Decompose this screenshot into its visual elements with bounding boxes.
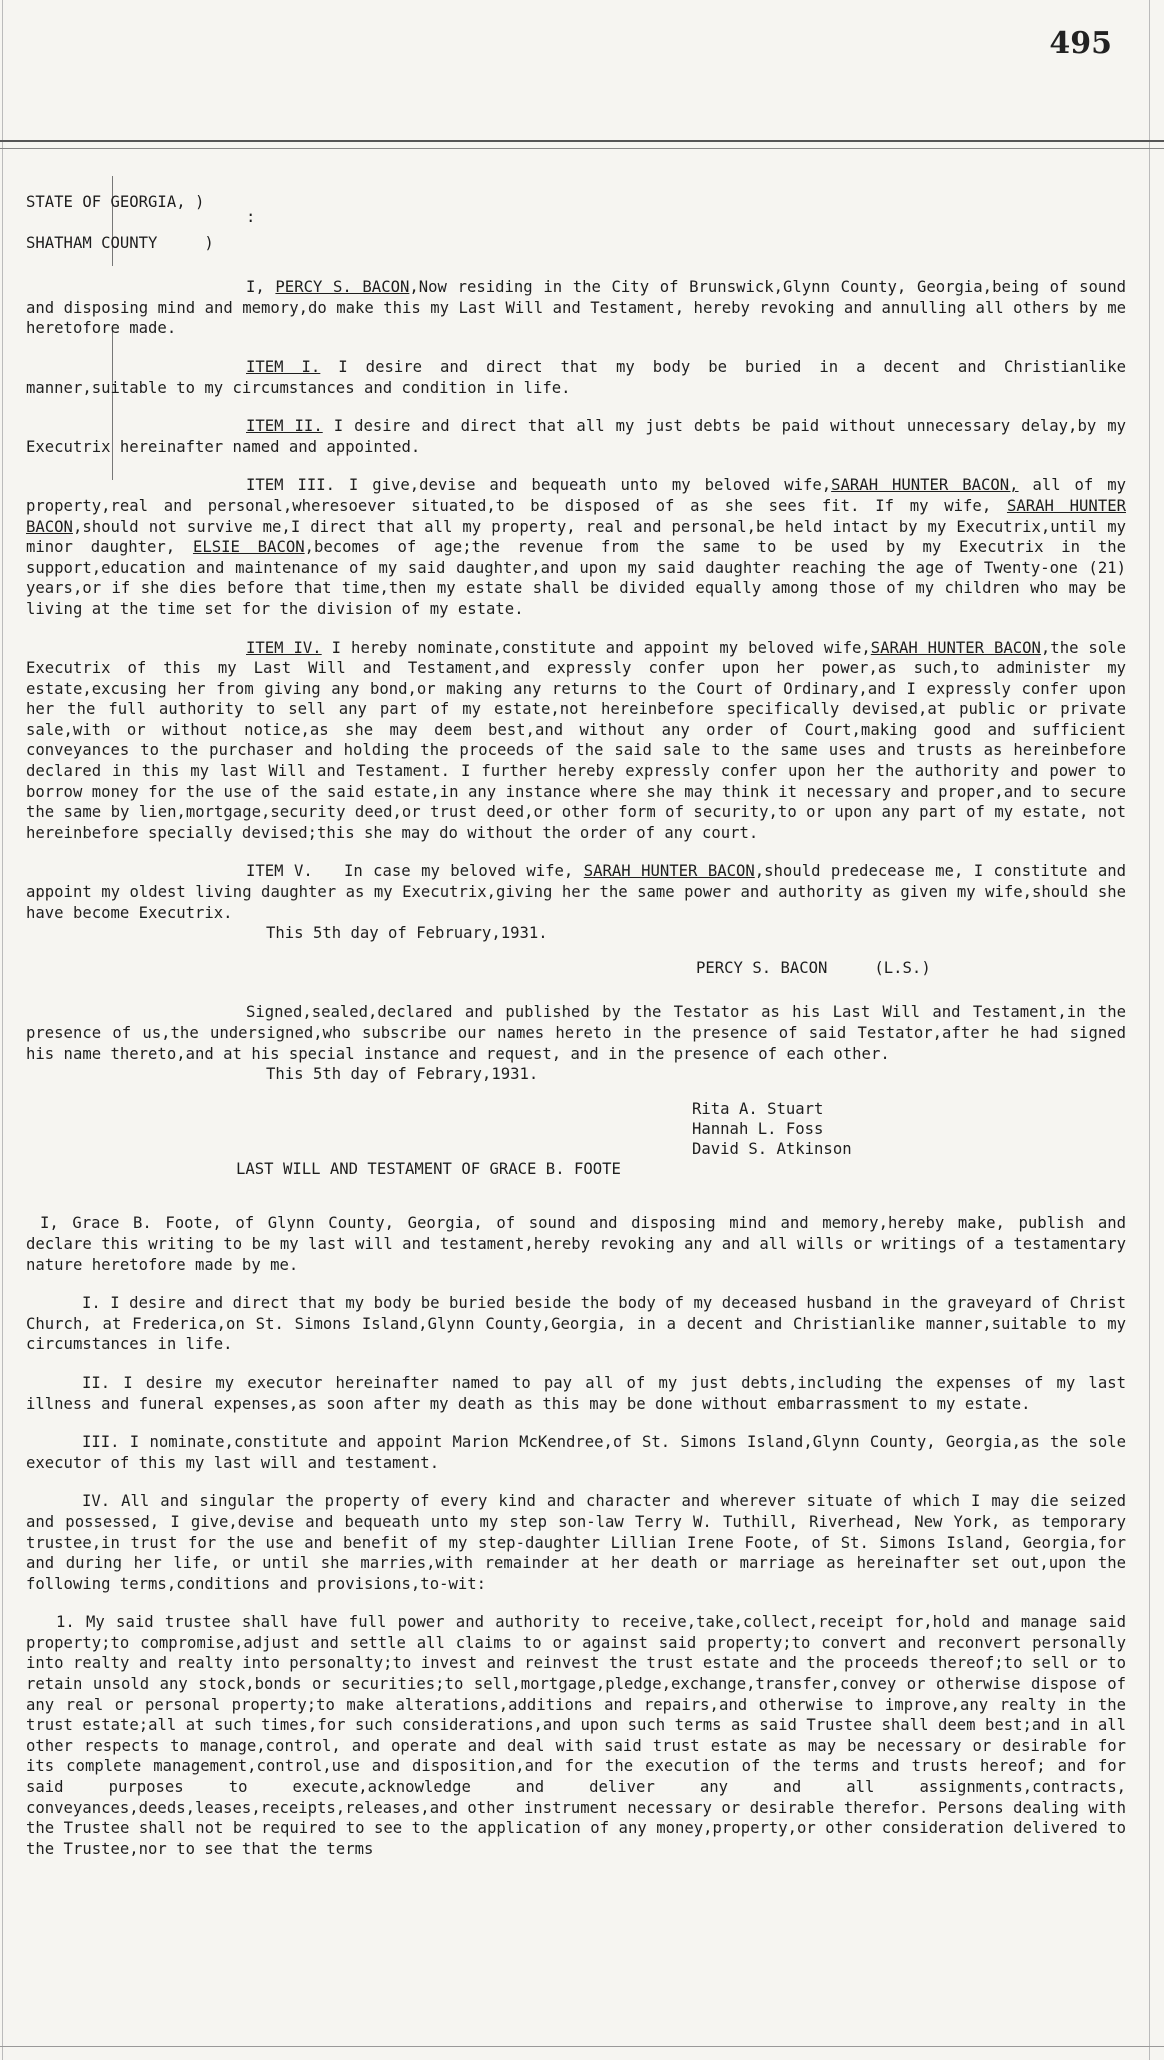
witness-list [26, 1099, 1126, 1159]
witness-name: Hannah L. Foss [692, 1119, 824, 1138]
footer-rule [0, 2046, 1164, 2047]
page-left-edge [2, 0, 3, 2060]
foote-item-4: IV. All and singular the property of every kind and character and wherever situate of which I may die seized and possessed, I give,devise and bequeath unto my step son-law Terry W. Tuthill, Riverhead, New York, as temporary trustee,in trust for the use and benefit of my step-daughter Lillian Irene Foote, of St. Simons Island, Georgia,for and during her life, or until she marries,with remainder at her death or marriage as hereinafter set out,upon the following terms,conditions and provisions,to-wit: [26, 1492, 1126, 1593]
venue-heading [26, 192, 1126, 253]
beneficiary-name: SARAH HUNTER BACON, [831, 476, 1019, 495]
header-rule [0, 140, 1164, 142]
attestation-clause: Signed,sealed,declared and published by the Testator as his Last Will and Testament,in the presence of us,the undersigned,who subscribe our names hereto in the presence of said Testator,after he had signed his name thereto,and at his special instance and request, and in the presence of each other. [26, 1003, 1126, 1063]
bacon-intro: I, PERCY S. BACON,Now residing in the City of Brunswick,Glynn County, Georgia,being of sound and disposing mind and memory,do make this my Last Will and Testament, hereby revoking and annulling all others by me heretofore made. [26, 278, 1127, 338]
document-body [26, 192, 1136, 1859]
item-label: ITEM I. [246, 357, 321, 376]
foote-item-3: III. I nominate,constitute and appoint Marion McKendree,of St. Simons Island,Glynn County, Georgia,as the sole executor of this my last will and testament. [26, 1433, 1126, 1472]
attestation-date: This 5th day of Febrary,1931. [266, 1065, 539, 1084]
bacon-item-5: ITEM V. In case my beloved wife, SARAH HUNTER BACON,should predecease me, I constitute and appoint my oldest living daughter as my Executrix,giving her the same power and authority as given my wife,should she have become Executrix. [26, 862, 1136, 922]
county-line: SHATHAM COUNTY ) [26, 233, 214, 252]
testator-name: PERCY S. BACON [275, 278, 410, 297]
bacon-item-2: ITEM II. I desire and direct that all my just debts be paid without unnecessary delay,by my Executrix hereinafter named and appointed. [26, 417, 1126, 456]
daughter-name: ELSIE BACON [192, 538, 305, 557]
witness-name: Rita A. Stuart [692, 1099, 824, 1118]
executrix-name: SARAH HUNTER BACON [870, 638, 1041, 657]
beneficiary-name: SARAH HUNTER BACON [26, 496, 1126, 536]
foote-will-title: LAST WILL AND TESTAMENT OF GRACE B. FOOTE [236, 1159, 621, 1178]
will-date: This 5th day of February,1931. [266, 924, 548, 943]
venue-colon: : [246, 207, 256, 226]
foote-item-1: I. I desire and direct that my body be buried beside the body of my deceased husband in the graveyard of Christ Church, at Frederica,on St. Simons Island,Glynn County,Georgia, in a decent and Christianlike manner,suitable to my circumstances in life. [26, 1294, 1126, 1354]
bacon-item-4: ITEM IV. I hereby nominate,constitute and appoint my beloved wife,SARAH HUNTER BACON,the sole Executrix of this my Last Will and Testament,and expressly confer upon her power,as such,to administer my estate,excusing her from giving any bond,or making any returns to the Court of Ordinary,and I expressly confer upon her the full authority to sell any part of my estate,not hereinbefore specifically devised,at public or private sale,with or without notice,as she may deem best,and without any order of Court,making good and sufficient conveyances to the purchaser and holding the proceeds of the said sale to the same uses and trusts as hereinbefore declared in this my last Will and Testament. I further hereby expressly confer upon her the authority and power to borrow money for the use of the said estate,in any instance where she may think it necessary and proper,and to secure the same by lien,mortgage,security deed,or trust deed,or other form of security,to or upon any part of my estate, not hereinbefore specially devised;this she may do without the order of any court. [26, 638, 1126, 842]
state-line: STATE OF GEORGIA, ) [26, 193, 205, 211]
foote-intro: I, Grace B. Foote, of Glynn County, Georgia, of sound and disposing mind and memory,hereby make, publish and declare this writing to be my last will and testament,hereby revoking any and all wills or writings of a testamentary nature heretofore made by me. [26, 1214, 1126, 1274]
testator-signature: PERCY S. BACON (L.S.) [696, 958, 931, 977]
executrix-name: SARAH HUNTER BACON [583, 862, 755, 881]
page-number: 495 [1049, 26, 1112, 61]
bacon-item-3: ITEM III. I give,devise and bequeath unto my beloved wife,SARAH HUNTER BACON, all of my property,real and personal,wheresoever situated,to be disposed of as she sees fit. If my wife, SARAH HUNTER BACON,should not survive me,I direct that all my property, real and personal,be held intact by my Executrix,until my minor daughter, ELSIE BACON,becomes of age;the revenue from the same to be used by my Executrix in the support,education and maintenance of my said daughter,and upon my said daughter reaching the age of Twenty-one (21) years,or if she dies before that time,then my estate shall be divided equally among those of my children who may be living at the time set for the division of my estate. [26, 476, 1126, 618]
item-label: ITEM II. [246, 417, 323, 436]
page-right-edge [1149, 0, 1150, 2060]
item-label: ITEM IV. [246, 638, 322, 657]
bacon-item-1: ITEM I. I desire and direct that my body be buried in a decent and Christianlike manner,suitable to my circumstances and condition in life. [26, 357, 1127, 397]
foote-item-4-paragraph-1: 1. My said trustee shall have full power and authority to receive,take,collect,receipt for,hold and manage said property;to compromise,adjust and settle all claims to or against said property;to convert and reconvert personally into realty and realty into personalty;to invest and reinvest the trust estate and the proceeds thereof;to sell or to retain unsold any stock,bonds or securities;to sell,mortgage,pledge,exchange,transfer,convey or otherwise dispose of any real or personal property;to make alterations,additions and repairs,and otherwise to improve,any realty in the trust estate;all at such times,for such considerations,and upon such terms as said Trustee shall deem best;and in all other respects to manage,control, and operate and deal with said trust estate as may be necessary or desirable for its complete management,control,use and disposition,and for the execution of the terms and trusts hereof; and for said purposes to execute,acknowledge and deliver any and all assignments,contracts, conveyances,deeds,leases,receipts,releases,and other instrument necessary or desirable therefor. Persons dealing with the Trustee shall not be required to see to the application of any money,property,or other consideration delivered to the Trustee,nor to see that the terms [26, 1613, 1126, 1858]
witness-name: David S. Atkinson [692, 1139, 852, 1158]
foote-item-2: II. I desire my executor hereinafter named to pay all of my just debts,including the expenses of my last illness and funeral expenses,as soon after my death as this may be done without embarrassment to my estate. [26, 1373, 1126, 1413]
header-rule-thin [0, 148, 1164, 149]
